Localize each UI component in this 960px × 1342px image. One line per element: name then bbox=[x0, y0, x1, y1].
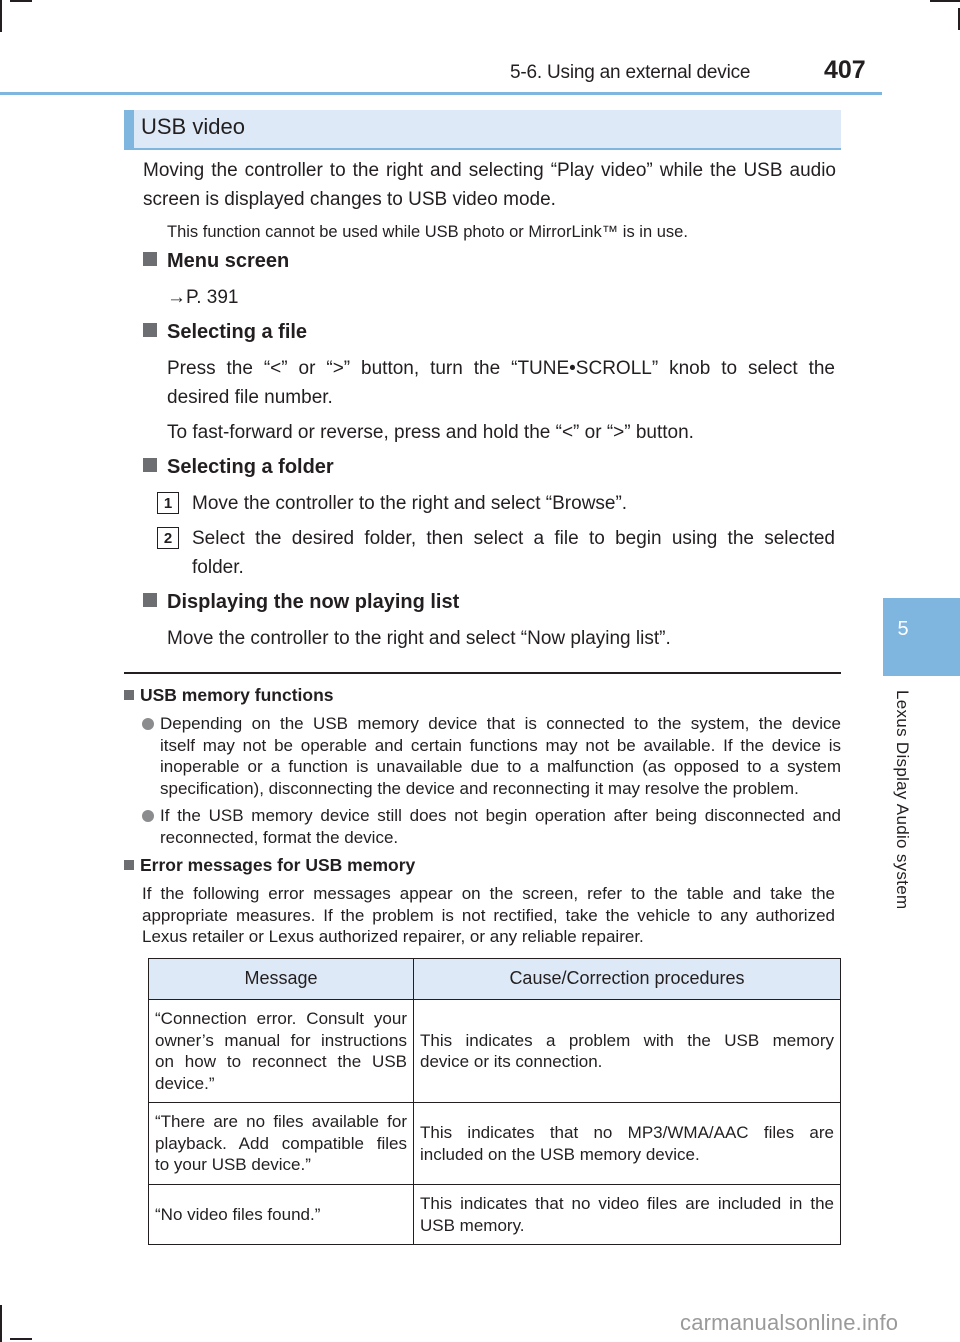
message-line: “Connection error. Consult your bbox=[155, 1009, 407, 1028]
table-row bbox=[149, 1103, 841, 1185]
square-bullet-icon bbox=[143, 252, 157, 266]
usb-memory-functions-heading bbox=[124, 685, 334, 706]
selecting-file-heading-text: Selecting a file bbox=[167, 321, 308, 343]
message-line: “No video files found.” bbox=[155, 1204, 321, 1224]
selecting-file-line-3: To fast-forward or reverse, press and hold the “<” or “>” button. bbox=[167, 422, 694, 443]
usb-functions-bullet-1-line-4: specification), disconnecting the device and reconnecting it may resolve the problem. bbox=[160, 778, 799, 798]
crop-mark-bottom-left-h bbox=[10, 1338, 32, 1340]
selecting-folder-heading-text: Selecting a folder bbox=[167, 456, 334, 478]
chapter-number: 5 bbox=[897, 618, 909, 640]
usb-functions-bullet-2-line-1: If the USB memory device still does not begin operation after being disconnected and bbox=[160, 806, 841, 825]
message-line: playback. Add compatible files bbox=[155, 1133, 407, 1153]
usb-functions-bullet-2-line-2: reconnected, format the device. bbox=[160, 827, 399, 847]
selecting-file-line-1: Press the “<” or “>” button, turn the “TUNE•SCROLL” knob to select the bbox=[167, 358, 835, 379]
table-header-cause: Cause/Correction procedures bbox=[414, 959, 841, 1000]
usb-functions-bullet-1-line-2: itself may not be operable and certain functions may not be available. If the device is bbox=[160, 735, 841, 755]
now-playing-text: Move the controller to the right and select “Now playing list”. bbox=[167, 628, 671, 649]
table-cell-cause bbox=[414, 1103, 841, 1185]
cause-line: USB memory. bbox=[420, 1215, 525, 1235]
section-divider bbox=[124, 672, 841, 674]
usb-functions-bullet-1-line-3: inoperable or a function is unavailable due to a malfunction (as opposed to a system bbox=[160, 757, 841, 776]
crop-mark-top-left-h bbox=[10, 0, 32, 2]
section-title-accent bbox=[124, 110, 134, 148]
running-header-section: 5-6. Using an external device bbox=[510, 62, 751, 83]
cause-line: included on the USB memory device. bbox=[420, 1144, 700, 1164]
cause-line: device or its connection. bbox=[420, 1052, 603, 1071]
message-line: owner’s manual for instructions bbox=[155, 1030, 407, 1050]
menu-screen-page-ref[interactable]: →P. 391 bbox=[167, 287, 239, 308]
selecting-folder-heading bbox=[143, 456, 334, 479]
error-messages-heading-text: Error messages for USB memory bbox=[140, 855, 416, 875]
step-number-2: 2 bbox=[157, 527, 179, 549]
crop-mark-top-right-h bbox=[930, 0, 960, 2]
table-cell-cause bbox=[414, 1185, 841, 1245]
square-bullet-icon bbox=[124, 860, 134, 870]
table-row bbox=[149, 1185, 841, 1245]
intro-line-2: screen is displayed changes to USB video mode. bbox=[143, 189, 556, 210]
round-bullet-icon bbox=[142, 806, 159, 828]
table-header-message: Message bbox=[149, 959, 414, 1000]
selecting-file-line-2: desired file number. bbox=[167, 387, 333, 408]
intro-note: This function cannot be used while USB photo or MirrorLink™ is in use. bbox=[167, 223, 688, 241]
section-title-rule bbox=[124, 148, 841, 150]
table-row bbox=[149, 1000, 841, 1103]
section-title: USB video bbox=[141, 114, 245, 139]
usb-functions-bullet-1-line-1: Depending on the USB memory device that is connected to the system, the device bbox=[160, 714, 841, 733]
cause-line: This indicates a problem with the USB memory bbox=[420, 1030, 834, 1050]
square-bullet-icon bbox=[143, 593, 157, 607]
cause-line: This indicates that no video files are included in the bbox=[420, 1194, 834, 1213]
error-messages-table bbox=[148, 958, 841, 1245]
intro-line-1: Moving the controller to the right and selecting “Play video” while the USB audio bbox=[143, 160, 836, 181]
step-number-1: 1 bbox=[157, 492, 179, 514]
message-line: “There are no files available for bbox=[155, 1112, 407, 1132]
table-cell-cause bbox=[414, 1000, 841, 1103]
error-intro-line-1: If the following error messages appear on the screen, refer to the table and take the bbox=[142, 884, 835, 903]
watermark-footer: carmanualsonline.info bbox=[680, 1310, 899, 1335]
error-intro-line-2: appropriate measures. If the problem is not rectified, take the vehicle to any authorized bbox=[142, 905, 835, 925]
menu-screen-heading-text: Menu screen bbox=[167, 250, 290, 272]
crop-mark-top-left-v bbox=[0, 0, 2, 32]
step-1-text: Move the controller to the right and select “Browse”. bbox=[192, 493, 628, 514]
selecting-file-heading bbox=[143, 321, 307, 344]
error-intro-line-3: Lexus retailer or Lexus authorized repairer, or any reliable repairer. bbox=[142, 927, 644, 946]
error-messages-heading bbox=[124, 855, 415, 876]
now-playing-heading bbox=[143, 591, 459, 614]
cause-line: This indicates that no MP3/WMA/AAC files are bbox=[420, 1123, 834, 1142]
step-2-line-2: folder. bbox=[192, 557, 244, 578]
table-header-row bbox=[149, 959, 841, 1000]
message-line: on how to reconnect the USB bbox=[155, 1052, 407, 1071]
crop-mark-top-right-v bbox=[958, 8, 960, 30]
square-bullet-icon bbox=[143, 323, 157, 337]
table-cell-message bbox=[149, 1185, 414, 1245]
header-rule bbox=[0, 92, 882, 95]
square-bullet-icon bbox=[124, 690, 134, 700]
chapter-title: Lexus Display Audio system bbox=[893, 690, 912, 910]
message-line: to your USB device.” bbox=[155, 1155, 311, 1175]
message-line: device.” bbox=[155, 1073, 215, 1093]
round-bullet-icon bbox=[142, 714, 159, 736]
table-cell-message bbox=[149, 1000, 414, 1103]
menu-screen-heading bbox=[143, 250, 289, 273]
usb-memory-functions-heading-text: USB memory functions bbox=[140, 685, 334, 705]
square-bullet-icon bbox=[143, 458, 157, 472]
step-2-line-1: Select the desired folder, then select a file to begin using the selected bbox=[192, 528, 835, 549]
page-number: 407 bbox=[824, 56, 866, 84]
table-cell-message bbox=[149, 1103, 414, 1185]
crop-mark-bottom-left-v bbox=[0, 1305, 2, 1342]
now-playing-heading-text: Displaying the now playing list bbox=[167, 591, 460, 613]
